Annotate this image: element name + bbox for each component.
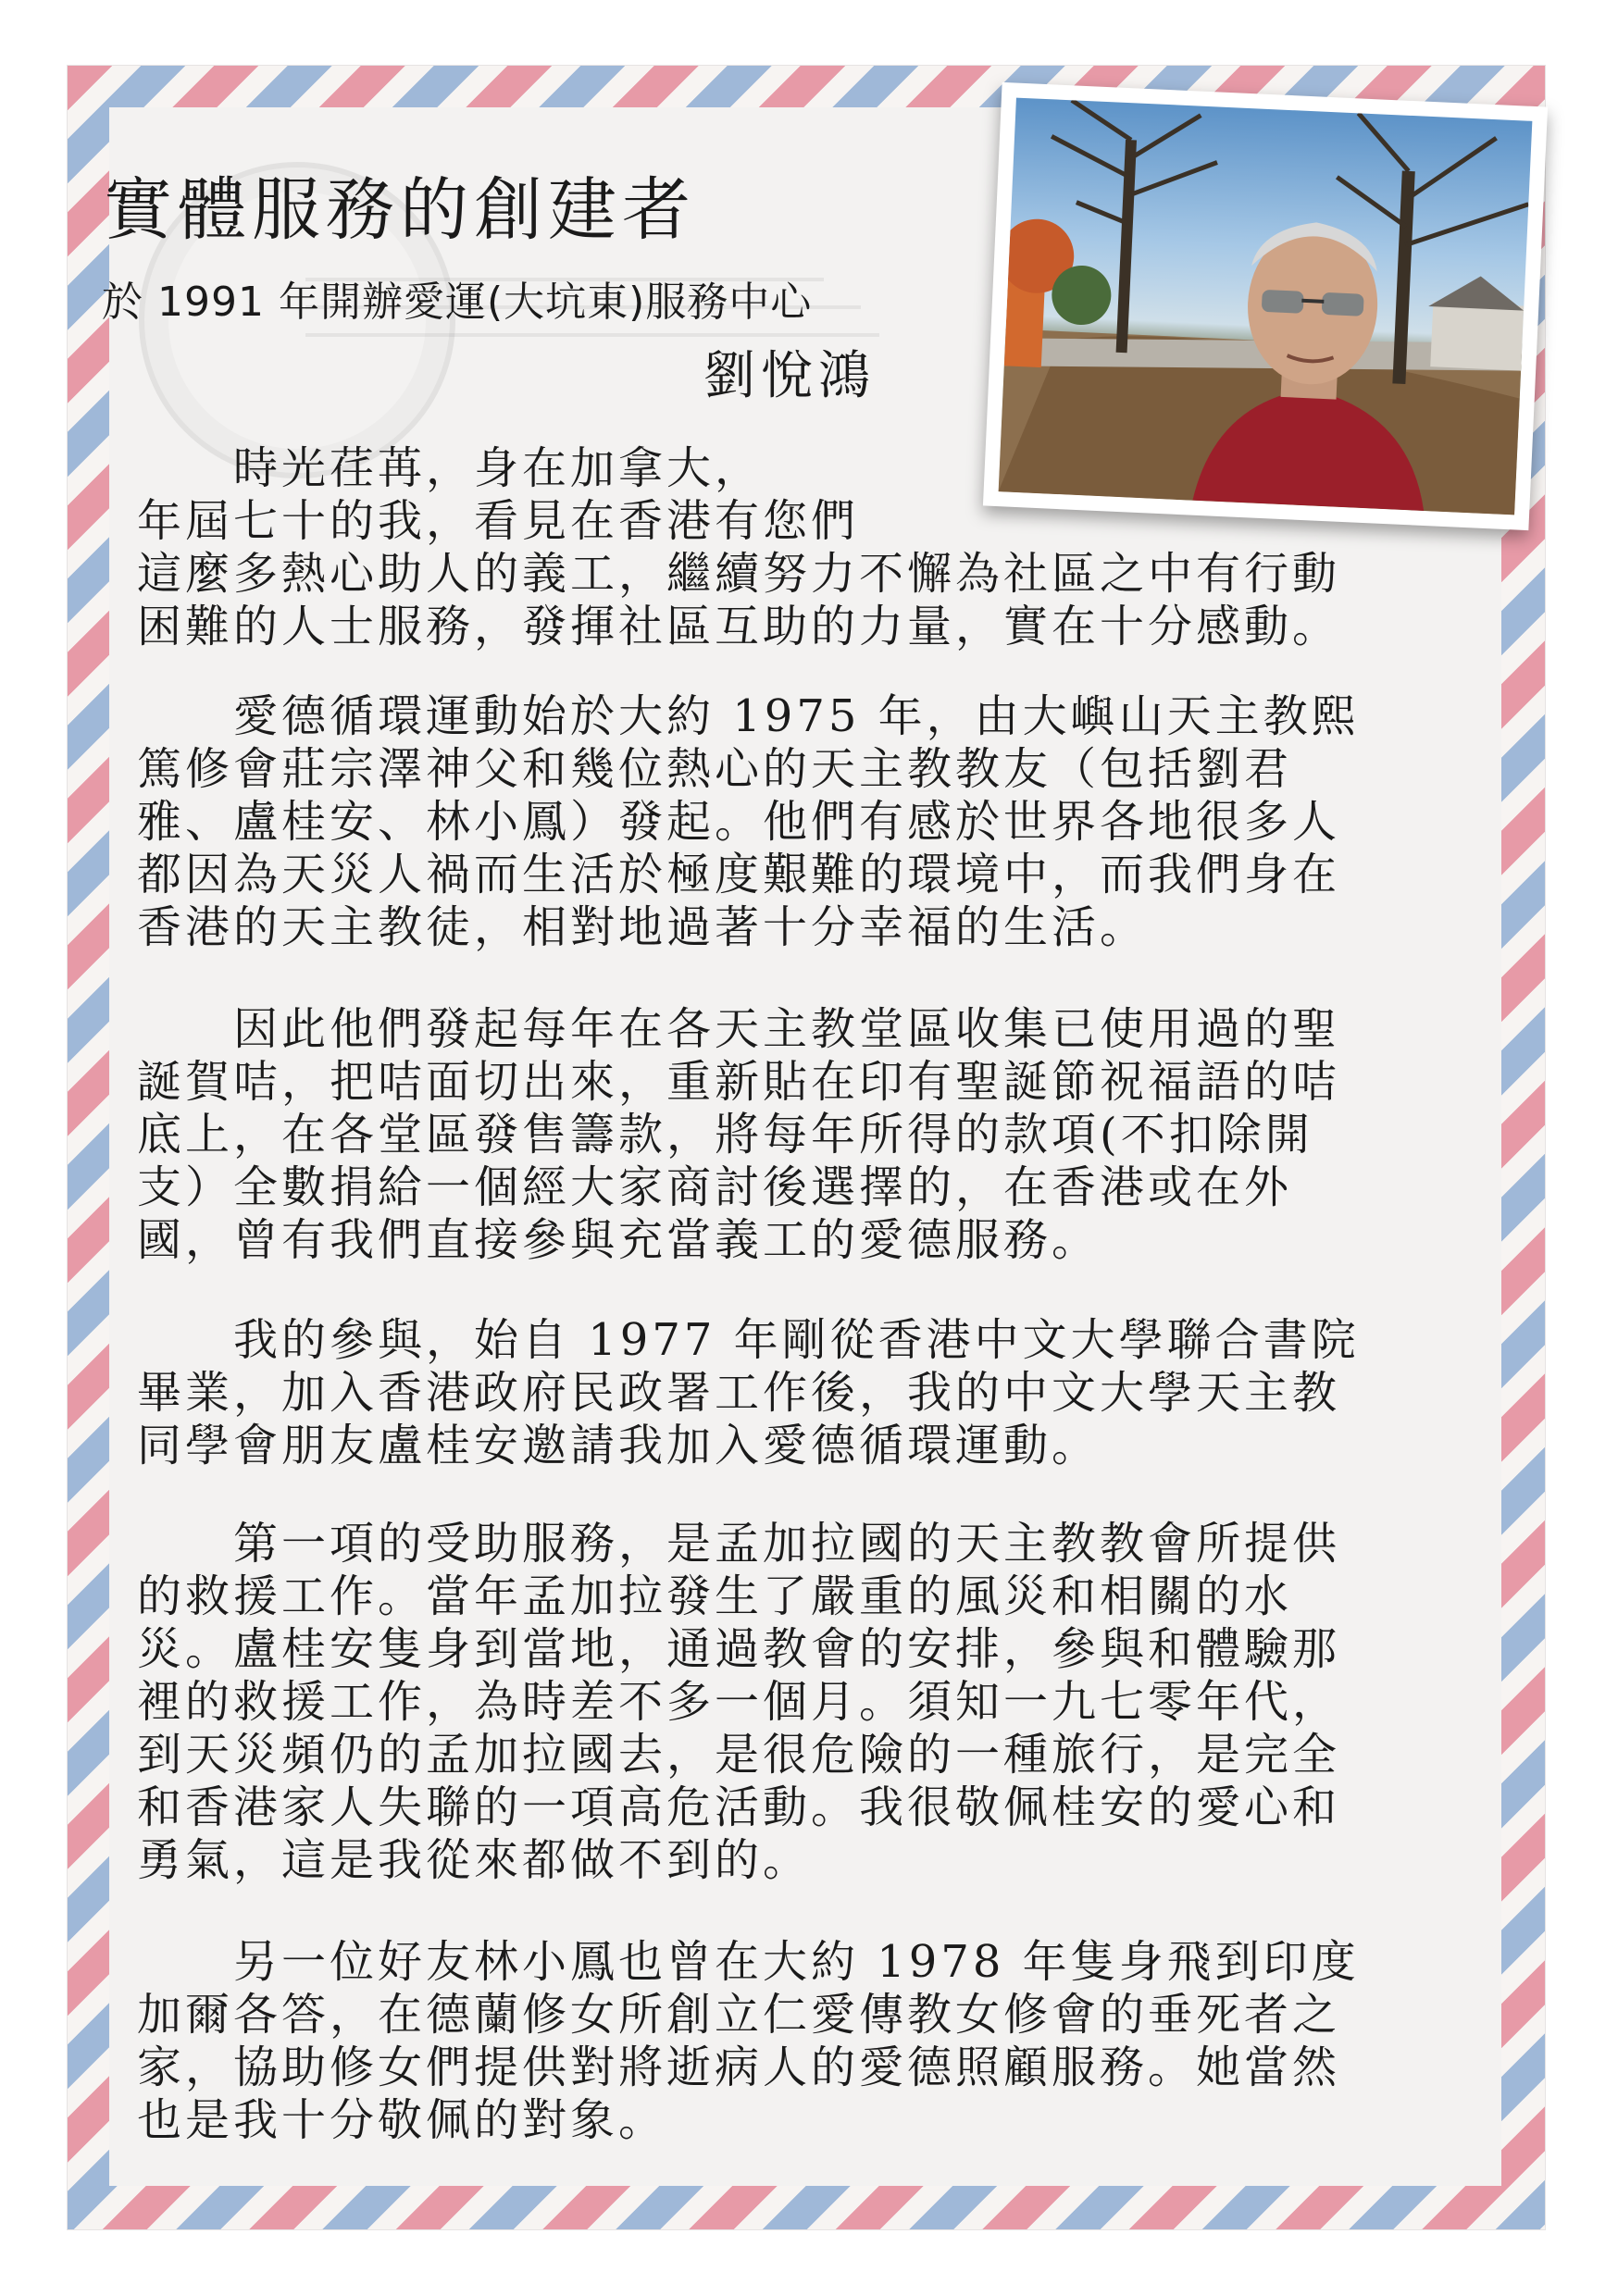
text-line: 愛德循環運動始於大約 1975 年，由大嶼山天主教熙: [137, 690, 1360, 742]
text-line: 雅、盧桂安、林小鳳）發起。他們有感於世界各地很多人: [137, 796, 1341, 848]
paragraph-4: [137, 1314, 1500, 1472]
text-line: 因此他們發起每年在各天主教堂區收集已使用過的聖: [137, 1003, 1341, 1055]
text-line: 國，曾有我們直接參與充當義工的愛德服務。: [137, 1214, 1101, 1266]
paragraph-3: [137, 1003, 1500, 1267]
text-line: 的救援工作。當年孟加拉發生了嚴重的風災和相關的水: [137, 1570, 1293, 1622]
text-line: 裡的救援工作，為時差不多一個月。須知一九七零年代，: [137, 1676, 1341, 1728]
text-line: 同學會朋友盧桂安邀請我加入愛德循環運動。: [137, 1420, 1101, 1471]
page-title: 實體服務的創建者: [104, 170, 696, 250]
paragraph-2: [137, 690, 1500, 954]
paragraph-6: [137, 1936, 1500, 2147]
text-line: 家，協助修女們提供對將逝病人的愛德照顧服務。她當然: [137, 2042, 1341, 2093]
text-line: 和香港家人失聯的一項高危活動。我很敬佩桂安的愛心和: [137, 1781, 1341, 1833]
text-line: 年屆七十的我，看見在香港有您們: [137, 495, 860, 547]
text-line: 我的參與，始自 1977 年剛從香港中文大學聯合書院: [137, 1314, 1360, 1366]
paragraph-1: [137, 442, 1500, 653]
text-line: 到天災頻仍的孟加拉國去，是很危險的一種旅行，是完全: [137, 1729, 1341, 1781]
paragraph-5: [137, 1518, 1500, 1887]
author-name: 劉悅鴻: [703, 346, 876, 406]
text-line: 底上，在各堂區發售籌款，將每年所得的款項(不扣除開: [137, 1109, 1313, 1160]
text-line: 都因為天災人禍而生活於極度艱難的環境中，而我們身在: [137, 849, 1341, 900]
text-line: 時光荏苒，身在加拿大，: [137, 442, 764, 494]
text-line: 困難的人士服務，發揮社區互助的力量，實在十分感動。: [137, 601, 1341, 652]
text-line: 香港的天主教徒，相對地過著十分幸福的生活。: [137, 901, 1149, 953]
text-line: 勇氣，這是我從來都做不到的。: [137, 1834, 812, 1886]
text-line: 誕賀咭，把咭面切出來，重新貼在印有聖誕節祝福語的咭: [137, 1056, 1341, 1108]
text-line: 也是我十分敬佩的對象。: [137, 2094, 667, 2146]
text-line: 第一項的受助服務，是孟加拉國的天主教教會所提供: [137, 1518, 1341, 1570]
subtitle: 於 1991 年開辦愛運(大坑東)服務中心: [102, 279, 813, 326]
text-line: 加爾各答，在德蘭修女所創立仁愛傳教女修會的垂死者之: [137, 1989, 1341, 2041]
text-line: 災。盧桂安隻身到當地，通過教會的安排，參與和體驗那: [137, 1623, 1341, 1675]
text-line: 另一位好友林小鳳也曾在大約 1978 年隻身飛到印度: [137, 1936, 1360, 1988]
text-line: 畢業，加入香港政府民政署工作後，我的中文大學天主教: [137, 1367, 1341, 1419]
text-line: 這麼多熱心助人的義工，繼續努力不懈為社區之中有行動: [137, 548, 1341, 600]
text-line: 支）全數捐給一個經大家商討後選擇的，在香港或在外: [137, 1161, 1293, 1213]
text-line: 篤修會莊宗澤神父和幾位熱心的天主教教友（包括劉君: [137, 743, 1293, 795]
